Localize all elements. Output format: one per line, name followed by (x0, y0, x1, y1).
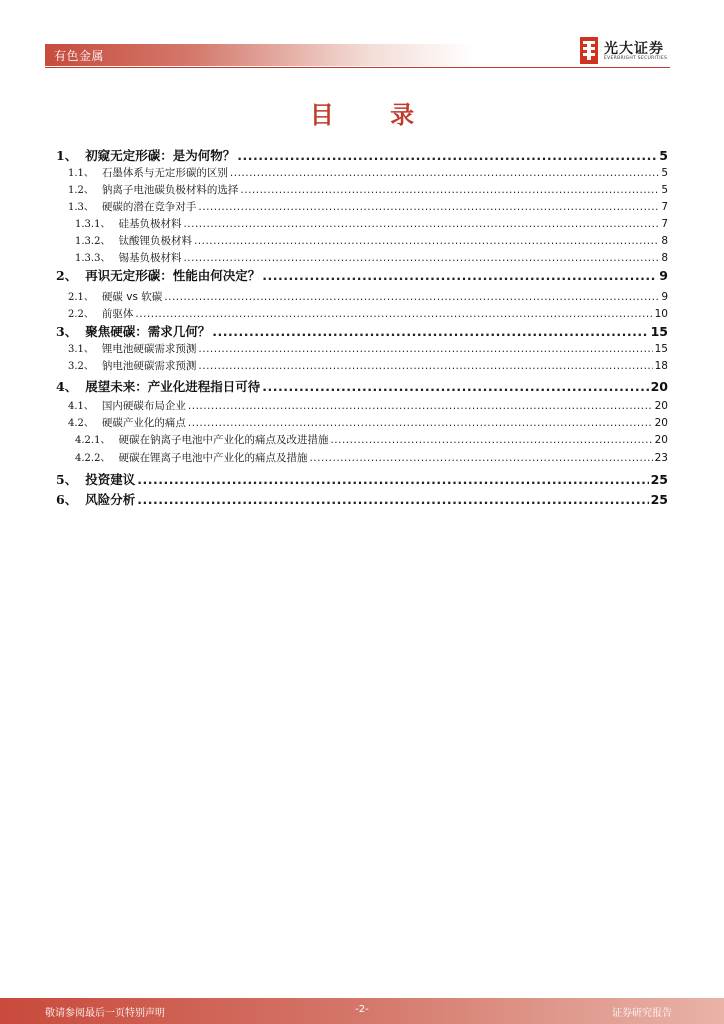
footer-report-type: 证券研究报告 (612, 1008, 672, 1019)
toc-leader-dots (198, 343, 652, 355)
toc-entry-title: 前驱体 (101, 308, 134, 320)
toc-entry-number: 4.2.2、 (75, 453, 111, 464)
toc-leader-dots (330, 434, 652, 446)
toc-leader-dots (198, 201, 659, 213)
footer-disclaimer: 敬请参阅最后一页特别声明 (45, 1008, 165, 1019)
header-band (45, 44, 475, 66)
toc-entry-page: 5 (659, 148, 668, 163)
toc-entry-number: 3.2、 (68, 361, 94, 372)
toc-leader-dots (198, 360, 652, 372)
toc-entry-number: 6、 (56, 492, 78, 507)
toc-entry-title: 锂电池硬碳需求预测 (101, 343, 197, 355)
toc-entry-number: 4.2、 (68, 418, 94, 429)
toc-entry-title: 钠离子电池碳负极材料的选择 (101, 184, 239, 196)
toc-entry[interactable] (56, 146, 668, 164)
toc-entry-title: 投资建议 (85, 472, 136, 487)
toc-entry-number: 3.1、 (68, 344, 94, 355)
toc-entry[interactable] (68, 397, 668, 412)
toc-entry-number: 1.3.1、 (75, 219, 111, 230)
toc-entry-title: 硬碳在钠离子电池中产业化的痛点及改进措施 (118, 434, 329, 446)
toc-entry-number: 5、 (56, 472, 78, 487)
toc-entry-title: 国内硬碳布局企业 (101, 400, 186, 412)
toc-entry-number: 1、 (56, 148, 78, 163)
toc-entry-title: 初窥无定形碳：是为何物？ (85, 148, 236, 163)
toc-entry[interactable] (68, 357, 668, 372)
toc-entry[interactable] (68, 288, 668, 303)
toc-leader-dots (137, 472, 648, 487)
toc-entry-number: 1.3.3、 (75, 253, 111, 264)
toc-entry[interactable] (56, 322, 668, 340)
toc-entry-title: 硬碳在锂离子电池中产业化的痛点及措施 (118, 452, 308, 464)
toc-entry[interactable] (56, 490, 668, 508)
toc-entry-title: 硬碳产业化的痛点 (101, 417, 186, 429)
toc-entry[interactable] (68, 164, 668, 179)
toc-entry-title: 硅基负极材料 (118, 218, 182, 230)
toc-entry-number: 1.1、 (68, 168, 94, 179)
toc-leader-dots (135, 308, 652, 320)
toc-entry[interactable] (75, 215, 668, 230)
toc-leader-dots (212, 324, 648, 339)
toc-entry-title: 钛酸锂负极材料 (118, 235, 192, 247)
toc-entry-number: 1.2、 (68, 185, 94, 196)
toc-entry-page: 23 (654, 452, 668, 464)
toc-leader-dots (188, 400, 653, 412)
toc-entry-title: 锡基负极材料 (118, 252, 182, 264)
everbright-logo-icon (580, 37, 598, 64)
toc-entry[interactable] (56, 377, 668, 395)
toc-leader-dots (194, 235, 659, 247)
toc-entry-title: 硬碳 vs 软碳 (101, 291, 163, 303)
toc-entry-number: 1.3、 (68, 202, 94, 213)
toc-entry-title: 聚焦硬碳：需求几何？ (85, 324, 211, 339)
toc-entry[interactable] (68, 414, 668, 429)
toc-entry-page: 15 (654, 343, 668, 355)
toc-entry[interactable] (56, 470, 668, 488)
toc-entry-page: 25 (650, 472, 668, 487)
toc-entry-title: 风险分析 (85, 492, 136, 507)
toc-entry-number: 2.2、 (68, 309, 94, 320)
toc-leader-dots (164, 291, 659, 303)
toc-entry-page: 20 (654, 417, 668, 429)
toc-leader-dots (137, 492, 648, 507)
toc-entry-page: 5 (661, 167, 668, 179)
logo (580, 37, 675, 65)
toc-leader-dots (188, 417, 653, 429)
toc-entry-title: 再识无定形碳：性能由何决定？ (85, 268, 261, 283)
toc-entry-page: 20 (654, 400, 668, 412)
toc-leader-dots (240, 184, 659, 196)
toc-entry-number: 1.3.2、 (75, 236, 111, 247)
toc-entry-page: 15 (650, 324, 668, 339)
toc-leader-dots (183, 218, 659, 230)
page-title: 目 录 (309, 101, 439, 129)
toc-entry-page: 5 (661, 184, 668, 196)
toc-entry[interactable] (68, 305, 668, 320)
logo-name-en: EVERBRIGHT SECURITIES (604, 56, 668, 61)
toc-entry[interactable] (68, 198, 668, 213)
toc-entry[interactable] (75, 449, 668, 464)
toc-entry-number: 4、 (56, 379, 78, 394)
toc-entry[interactable] (75, 431, 668, 446)
section-label: 有色金属 (54, 49, 105, 63)
toc-leader-dots (262, 379, 648, 394)
toc-entry-title: 展望未来：产业化进程指日可待 (85, 379, 261, 394)
toc-entry-number: 4.2.1、 (75, 435, 111, 446)
toc-leader-dots (230, 167, 659, 179)
toc-entry-page: 20 (654, 434, 668, 446)
toc-entry[interactable] (75, 232, 668, 247)
toc-entry-number: 2.1、 (68, 292, 94, 303)
toc-entry-page: 7 (661, 218, 668, 230)
toc-entry-number: 2、 (56, 268, 78, 283)
toc-entry-title: 钠电池硬碳需求预测 (101, 360, 197, 372)
toc-entry-page: 20 (650, 379, 668, 394)
toc-entry-page: 25 (650, 492, 668, 507)
toc-leader-dots (237, 148, 657, 163)
toc-entry-page: 8 (661, 235, 668, 247)
toc-entry[interactable] (68, 181, 668, 196)
toc-entry-page: 7 (661, 201, 668, 213)
header-divider (45, 67, 670, 68)
toc-entry[interactable] (75, 249, 668, 264)
toc-entry-number: 4.1、 (68, 401, 94, 412)
toc-entry[interactable] (56, 266, 668, 284)
toc-leader-dots (183, 252, 659, 264)
footer-band (0, 998, 724, 1024)
toc-entry-page: 9 (661, 291, 668, 303)
toc-leader-dots (309, 452, 652, 464)
toc-entry-page: 9 (659, 268, 668, 283)
toc-entry-page: 8 (661, 252, 668, 264)
toc-entry-page: 10 (654, 308, 668, 320)
toc-entry-title: 石墨体系与无定形碳的区别 (101, 167, 228, 179)
toc-entry-number: 3、 (56, 324, 78, 339)
toc-leader-dots (262, 268, 657, 283)
toc-entry-title: 硬碳的潜在竞争对手 (101, 201, 197, 213)
logo-name-cn: 光大证券 (604, 41, 664, 57)
page-number: -2- (355, 1004, 369, 1015)
toc-entry-page: 18 (654, 360, 668, 372)
toc-entry[interactable] (68, 340, 668, 355)
